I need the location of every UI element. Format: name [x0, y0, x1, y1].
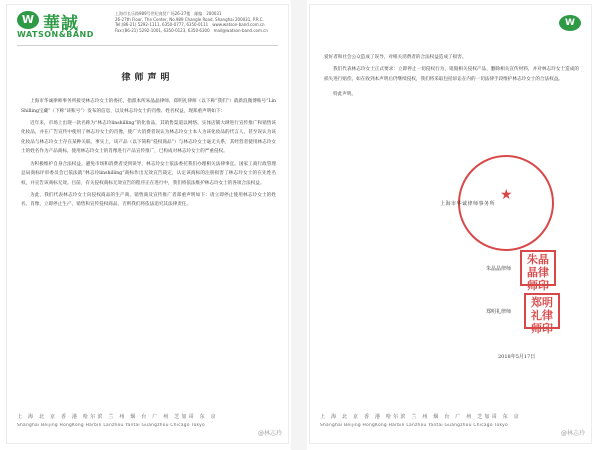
- firm-name-en: WATSON&BAND: [17, 30, 94, 39]
- seal-star-icon: ★: [500, 187, 513, 203]
- statement-body-continued: [324, 53, 579, 102]
- header-divider: [17, 45, 278, 46]
- body-paragraph: 我们代表林志玲女士正式要求：立即停止一切侵权行为，销毁相关侵权产品，删除相关宣传材料，并对林志玲女士造成的损失进行赔偿。如在收到本声明后仍继续侵权，我们将采取包括诉讼在内的一切法律手段维护林志玲女士的合法权益。: [324, 67, 579, 82]
- footer-cities-cn: 上 海 北 京 香 港 哈尔滨 兰 州 烟 台 广 州 芝加哥 东 京: [320, 414, 521, 420]
- closing-line: 特此声明。: [333, 92, 356, 98]
- address-line: 上海市长乐路989号世纪商贸广场26-27楼 邮编：200031: [115, 11, 222, 16]
- footer-cities-en: Shanghai Beijing HongKong Harbin Lanzhou Yantai Guangzhou Chicago Tokyo: [17, 423, 205, 428]
- demand-paragraph: 为此，我们代表林志玲女士向侵权商品的生产商、销售商及宣传推广者郑重声明如下：请立即停止使用林志玲女士的姓名、肖像，立即停止生产、销售和宣传侵权商品，否则我们将依法追究其法律责任。: [21, 192, 276, 208]
- firm-name-cn: 華誠: [43, 14, 79, 34]
- statement-body: [21, 97, 276, 213]
- page-gutter: [291, 0, 307, 450]
- salutation-paragraph: 上海市华诚律师事务所接受林志玲女士的委托，指派本所朱晶晶律师、郑明礼律师（以下称“我们”）就新浪微博账号“LinShilling宝藏”（下称“该账号”）发布的信息，以及林志玲女士的肖像、姓名权益，现郑重声明如下：: [21, 99, 276, 114]
- watermark: @林志玲: [257, 430, 282, 437]
- address-line: Fax:(86-21) 5292-1001, 6350-0123, 6350-6300 mail@watson-band.com.cn: [115, 27, 268, 33]
- firm-signature: 上海市华诚律师事务所: [440, 201, 496, 207]
- statement-date: 2018年5月17日: [498, 354, 536, 360]
- firm-logo-icon: W: [17, 11, 39, 29]
- document-title: 律师声明: [121, 73, 174, 83]
- letter-page-2: [309, 4, 592, 444]
- lawyer-seal-1: 朱晶晶律师印: [520, 250, 556, 286]
- letter-page-1: [6, 4, 289, 444]
- watermark: @林志玲: [560, 430, 585, 437]
- continued-paragraph: 爱好者和社会公众造成了误导，对相关消费者的合法权益造成了损害。: [324, 55, 467, 60]
- firm-logo-icon: W: [559, 15, 581, 31]
- firm-address: [115, 11, 280, 33]
- lawyer-signature-1: 朱晶晶律师: [486, 266, 512, 272]
- address-line: 26-27th Floor, The Center, No.989 Changle Road, Shanghai 200031, P.R.C.: [115, 16, 264, 22]
- footer-cities-cn: 上 海 北 京 香 港 哈尔滨 兰 州 烟 台 广 州 芝加哥 东 京: [17, 414, 218, 420]
- footer-cities-en: Shanghai Beijing HongKong Harbin Lanzhou Yantai Guangzhou Chicago Tokyo: [320, 423, 508, 428]
- address-line: Tel:(86-21) 5292-1111, 6350-0777, 6350-0111 www.watson-band.com.cn: [115, 22, 265, 28]
- body-paragraph: 近年来，市场上出现一款名称为“林志玲linshilling”的化妆品，其销售渠道以网络、实体店铺大肆进行宣传推广和销售该化妆品，并在广告宣传中使用了林志玲女士的肖像，使广大消费者误认为林志玲女士本人为该化妆品的代言人，甚至误认为该化妆品与林志玲女士存在某种关联。事实上，该产品（以下简称“侵权商品”）与林志玲女士毫无关系，其经营者使用林志玲女士的姓名作为产品商标，使用林志玲女士的肖像进行产品宣传推广，已构成对林志玲女士的严重侵权。: [21, 120, 276, 155]
- lawyer-signature-2: 郑明礼律师: [486, 309, 512, 315]
- lawyer-seal-2: 郑明礼律师印: [524, 293, 560, 329]
- body-paragraph: 为积极维护自身合法权益，避免市场和消费者受到误导，林志玲女士依法委托我们办理相关法律事宜。国家工商行政管理总局商标评审委员会已依法就“林志玲linshilling”商标作出无效宣告裁定，认定该商标的注册损害了林志玲女士的在先姓名权，并宣告该商标无效。目前，有关侵权商标无效宣告的程序正在进行中，我们将依法维护林志玲女士的各项合法权益。: [21, 161, 276, 186]
